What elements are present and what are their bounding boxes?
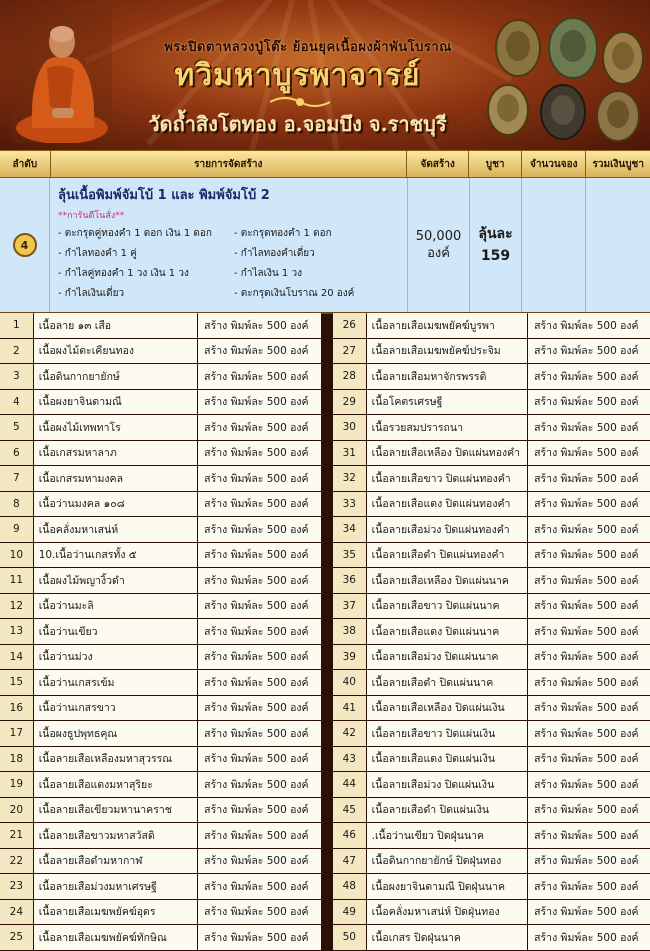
table-row [0,594,650,619]
item-spec: สร้าง พิมพ์ละ 500 องค์ [198,798,321,823]
featured-description [50,178,408,312]
featured-reserved[interactable] [522,178,586,312]
item-number: 40 [333,670,366,695]
header-price: บูชา [469,151,522,177]
item-number: 25 [0,925,33,950]
item-spec: สร้าง พิมพ์ละ 500 องค์ [198,466,321,491]
item-name: เนื้อลายเสือดำ ปิดแผ่นทองคำ [367,543,528,568]
table-row [0,874,650,899]
reward-item: - ตะกรุดเงินโบราณ 20 องค์ [234,288,355,299]
table-row [0,543,650,568]
item-number: 35 [333,543,366,568]
item-number: 2 [0,339,33,364]
item-name: เนื้อลายเสือดำ ปิดแผ่นนาค [367,670,528,695]
item-number: 17 [0,721,33,746]
item-number: 9 [0,517,33,542]
reward-item: - กำไลทองคำ 1 คู่ [58,248,137,259]
item-spec: สร้าง พิมพ์ละ 500 องค์ [198,364,321,389]
reward-item: - กำไลทองคำเดี่ยว [234,248,315,259]
amulet-icon [488,85,528,135]
table-row [0,313,650,338]
table-row [0,517,650,542]
item-spec: สร้าง พิมพ์ละ 500 องค์ [528,390,650,415]
item-spec: สร้าง พิมพ์ละ 500 องค์ [198,543,321,568]
header-reserved: จำนวนจอง [522,151,587,177]
featured-price-label: ลุ้นละ [478,226,513,242]
item-name: เนื้อลายเสือเหลือง ปิดแผ่นเงิน [367,696,528,721]
item-number: 37 [333,594,366,619]
item-spec: สร้าง พิมพ์ละ 500 องค์ [528,466,650,491]
item-spec: สร้าง พิมพ์ละ 500 องค์ [198,874,321,899]
column-gap [322,772,332,797]
featured-table [0,150,650,314]
item-number: 15 [0,670,33,695]
reward-list [58,226,399,301]
column-gap [322,823,332,848]
item-name: เนื้อลายเสือแดง ปิดแผ่นนาค [367,619,528,644]
column-gap [322,568,332,593]
header-banner [0,0,650,150]
item-spec: สร้าง พิมพ์ละ 500 องค์ [528,874,650,899]
item-number: 39 [333,645,366,670]
header-title: ทวิมหาบูรพาจารย์ [174,58,421,93]
item-name: เนื้อว่านมะลิ [34,594,197,619]
item-number: 24 [0,900,33,925]
table-row [0,772,650,797]
item-number: 22 [0,849,33,874]
table-row [0,900,650,925]
item-number: 20 [0,798,33,823]
column-gap [322,747,332,772]
featured-title: ลุ้นเนื้อพิมพ์จัมโบ้ 1 และ พิมพ์จัมโบ้ 2 [58,188,270,203]
amulet-icon [496,20,540,76]
item-spec: สร้าง พิมพ์ละ 500 องค์ [528,339,650,364]
featured-quantity-cell [408,178,470,312]
item-spec: สร้าง พิมพ์ละ 500 องค์ [198,441,321,466]
item-name: เนื้อคลั่งมหาเสน่ห์ [34,517,197,542]
item-number: 43 [333,747,366,772]
column-gap [322,670,332,695]
item-number: 13 [0,619,33,644]
item-name: เนื้อผงไม้พญางิ้วดำ [34,568,197,593]
column-gap [322,441,332,466]
item-number: 46 [333,823,366,848]
item-spec: สร้าง พิมพ์ละ 500 องค์ [528,594,650,619]
header-quantity: จัดสร้าง [407,151,470,177]
item-name: เนื้อผงยาจินดามณี [34,390,197,415]
header-items: รายการจัดสร้าง [51,151,407,177]
item-number: 27 [333,339,366,364]
item-name: เนื้อผงยาจินดามณี ปิดฝุ่นนาค [367,874,528,899]
item-name: เนื้อลายเสือเมฆพยัคฆ์ทักษิณ [34,925,197,950]
item-number: 21 [0,823,33,848]
featured-quantity-unit: องค์ [427,246,450,261]
amulet-images [478,10,648,145]
reward-item: - ตะกรุดทองคำ 1 ดอก [234,228,332,239]
column-gap [322,900,332,925]
item-spec: สร้าง พิมพ์ละ 500 องค์ [198,849,321,874]
item-number: 16 [0,696,33,721]
column-gap [322,339,332,364]
table-row [0,364,650,389]
reward-item: - กำไลเงินเดี่ยว [58,288,125,299]
item-name: เนื้อเกสรมหามงคล [34,466,197,491]
column-gap [322,390,332,415]
item-number: 5 [0,415,33,440]
item-spec: สร้าง พิมพ์ละ 500 องค์ [198,670,321,695]
item-spec: สร้าง พิมพ์ละ 500 องค์ [528,900,650,925]
featured-quantity: 50,000 [415,229,462,244]
item-name: เนื้อลายเสือเหลือง ปิดแผ่นทองคำ [367,441,528,466]
item-spec: สร้าง พิมพ์ละ 500 องค์ [198,721,321,746]
amulet-icon [541,85,585,139]
table-row [0,721,650,746]
reward-item: - กำไลคู่ทองคำ 1 วง เงิน 1 วง [58,268,189,279]
item-spec: สร้าง พิมพ์ละ 500 องค์ [198,517,321,542]
item-spec: สร้าง พิมพ์ละ 500 องค์ [528,696,650,721]
featured-number-badge: 4 [13,233,37,257]
item-spec: สร้าง พิมพ์ละ 500 องค์ [528,772,650,797]
featured-note: **การันตีโนสั่ง** [58,211,125,221]
header-total: รวมเงินบูชา [592,158,644,170]
item-spec: สร้าง พิมพ์ละ 500 องค์ [198,339,321,364]
item-number: 23 [0,874,33,899]
column-gap [322,645,332,670]
item-number: 34 [333,517,366,542]
item-name: เนื้อดินกากยายักษ์ ปิดฝุ่นทอง [367,849,528,874]
item-name: เนื้อลายเสือดำมหากาฬ [34,849,197,874]
item-number: 26 [333,313,366,338]
item-name: เนื้อว่านเกสรเข้ม [34,670,197,695]
item-name: เนื้อลายเสือเหลือง ปิดแผ่นนาค [367,568,528,593]
item-number: 4 [0,390,33,415]
item-spec: สร้าง พิมพ์ละ 500 องค์ [198,900,321,925]
item-number: 1 [0,313,33,338]
item-number: 49 [333,900,366,925]
item-number: 48 [333,874,366,899]
item-spec: สร้าง พิมพ์ละ 500 องค์ [528,364,650,389]
table-row [0,696,650,721]
featured-number-cell [0,178,50,312]
item-name: เนื้อลายเสือเมฆพยัคฆ์อุดร [34,900,197,925]
item-spec: สร้าง พิมพ์ละ 500 องค์ [528,721,650,746]
column-gap [322,925,332,950]
item-name: เนื้อลายเสือเมฆพยัคฆ์ประจิม [367,339,528,364]
table-header [0,150,650,178]
item-spec: สร้าง พิมพ์ละ 500 องค์ [528,747,650,772]
item-name: เนื้อลายเสือเหลืองมหาสุวรรณ [34,747,197,772]
column-gap [322,619,332,644]
item-spec: สร้าง พิมพ์ละ 500 องค์ [198,645,321,670]
item-spec: สร้าง พิมพ์ละ 500 องค์ [198,415,321,440]
item-number: 47 [333,849,366,874]
reward-item: - กำไลเงิน 1 วง [234,268,302,279]
item-name: เนื้อลายเสือแดง ปิดแผ่นเงิน [367,747,528,772]
item-number: 31 [333,441,366,466]
item-spec: สร้าง พิมพ์ละ 500 องค์ [528,645,650,670]
item-spec: สร้าง พิมพ์ละ 500 องค์ [528,415,650,440]
item-name: เนื้อลายเสือม่วง ปิดแผ่นทองคำ [367,517,528,542]
item-name: เนื้อลายเสือเมฆพยัคฆ์บูรพา [367,313,528,338]
column-gap [322,874,332,899]
item-name: เนื้อลายเสือแดงมหาสุริยะ [34,772,197,797]
item-spec: สร้าง พิมพ์ละ 500 องค์ [528,925,650,950]
item-number: 19 [0,772,33,797]
item-number: 6 [0,441,33,466]
item-number: 38 [333,619,366,644]
item-number: 30 [333,415,366,440]
item-name: เนื้อลายเสือเขียวมหานาคราช [34,798,197,823]
item-name: .เนื้อว่านเขียว ปิดฝุ่นนาค [367,823,528,848]
item-spec: สร้าง พิมพ์ละ 500 องค์ [198,492,321,517]
reward-item: - ตะกรุดคู่ทองคำ 1 ดอก เงิน 1 ดอก [58,228,212,239]
item-name: เนื้อคลั่งมหาเสน่ห์ ปิดฝุ่นทอง [367,900,528,925]
item-name: เนื้อลาย ๑๓ เสือ [34,313,197,338]
item-number: 3 [0,364,33,389]
table-row [0,339,650,364]
item-spec: สร้าง พิมพ์ละ 500 องค์ [198,390,321,415]
item-name: เนื้อว่านเขียว [34,619,197,644]
item-name: เนื้อดินกากยายักษ์ [34,364,197,389]
item-name: เนื้อโคตรเศรษฐี [367,390,528,415]
temple-name: วัดถ้ำสิงโตทอง อ.จอมบึง จ.ราชบุรี [148,112,447,136]
item-spec: สร้าง พิมพ์ละ 500 องค์ [528,670,650,695]
item-number: 29 [333,390,366,415]
item-name: เนื้อลายเสือขาวมหาสวัสดิ [34,823,197,848]
item-number: 32 [333,466,366,491]
item-number: 28 [333,364,366,389]
item-spec: สร้าง พิมพ์ละ 500 องค์ [198,594,321,619]
monk-photo [12,8,112,143]
item-name: เนื้อรวยสมปรารถนา [367,415,528,440]
column-gap [322,721,332,746]
featured-total[interactable] [586,178,650,312]
item-spec: สร้าง พิมพ์ละ 500 องค์ [198,568,321,593]
item-number: 33 [333,492,366,517]
item-spec: สร้าง พิมพ์ละ 500 องค์ [198,619,321,644]
item-name: เนื้อลายเสือขาว ปิดแผ่นทองคำ [367,466,528,491]
column-gap [322,543,332,568]
item-spec: สร้าง พิมพ์ละ 500 องค์ [528,798,650,823]
item-name: เนื้อลายเสือขาว ปิดแผ่นเงิน [367,721,528,746]
item-spec: สร้าง พิมพ์ละ 500 องค์ [528,543,650,568]
table-row [0,823,650,848]
item-number: 50 [333,925,366,950]
item-spec: สร้าง พิมพ์ละ 500 องค์ [528,517,650,542]
amulet-icon [549,18,597,78]
item-name: เนื้อว่านมงคล ๑๐๘ [34,492,197,517]
header-subtitle: พระปิดตาหลวงปู่โต๊ะ ย้อนยุคเนื้อผงผ้าพันโบราณ [164,40,452,55]
item-spec: สร้าง พิมพ์ละ 500 องค์ [528,849,650,874]
item-name: เนื้อลายเสือม่วง ปิดแผ่นเงิน [367,772,528,797]
item-spec: สร้าง พิมพ์ละ 500 องค์ [198,696,321,721]
item-spec: สร้าง พิมพ์ละ 500 องค์ [528,619,650,644]
item-number: 45 [333,798,366,823]
table-row [0,747,650,772]
table-row [0,492,650,517]
item-name: เนื้อผงธูปพุทธคุณ [34,721,197,746]
featured-price-cell [470,178,522,312]
item-number: 42 [333,721,366,746]
item-name: เนื้อว่านม่วง [34,645,197,670]
item-name: เนื้อลายเสือแดง ปิดแผ่นทองคำ [367,492,528,517]
item-number: 8 [0,492,33,517]
item-number: 36 [333,568,366,593]
column-gap [322,415,332,440]
table-row [0,441,650,466]
item-name: เนื้อเกสรมหาลาภ [34,441,197,466]
table-row [0,415,650,440]
item-spec: สร้าง พิมพ์ละ 500 องค์ [528,313,650,338]
item-number: 10 [0,543,33,568]
header-order: ลำดับ [0,151,51,177]
column-gap [322,466,332,491]
item-name: เนื้อลายเสือม่วง ปิดแผ่นนาค [367,645,528,670]
item-spec: สร้าง พิมพ์ละ 500 องค์ [198,747,321,772]
amulet-icon [603,32,643,84]
item-number: 12 [0,594,33,619]
table-row [0,619,650,644]
table-row [0,568,650,593]
column-gap [322,492,332,517]
table-row [0,849,650,874]
item-name: เนื้อเกสร ปิดฝุ่นนาค [367,925,528,950]
item-name: 10.เนื้อว่านเกสรทั้ง ๕ [34,543,197,568]
table-row [0,925,650,950]
item-number: 7 [0,466,33,491]
column-gap [322,849,332,874]
item-spec: สร้าง พิมพ์ละ 500 องค์ [528,568,650,593]
item-number: 11 [0,568,33,593]
item-spec: สร้าง พิมพ์ละ 500 องค์ [198,313,321,338]
item-spec: สร้าง พิมพ์ละ 500 องค์ [198,772,321,797]
column-gap [322,696,332,721]
amulet-icon [597,91,639,141]
item-name: เนื้อผงไม้เทพทาโร [34,415,197,440]
column-gap [322,798,332,823]
table-row [0,798,650,823]
column-gap [322,517,332,542]
column-gap [322,594,332,619]
item-spec: สร้าง พิมพ์ละ 500 องค์ [528,823,650,848]
item-name: เนื้อลายเสือดำ ปิดแผ่นเงิน [367,798,528,823]
table-row [0,645,650,670]
item-name: เนื้อลายเสือขาว ปิดแผ่นนาค [367,594,528,619]
column-gap [322,364,332,389]
column-gap [322,313,332,338]
item-number: 44 [333,772,366,797]
item-spec: สร้าง พิมพ์ละ 500 องค์ [528,492,650,517]
table-row [0,466,650,491]
item-list [0,313,650,951]
item-name: เนื้อผงไม้ตะเคียนทอง [34,339,197,364]
table-row [0,670,650,695]
item-spec: สร้าง พิมพ์ละ 500 องค์ [198,823,321,848]
table-row [0,390,650,415]
item-spec: สร้าง พิมพ์ละ 500 องค์ [198,925,321,950]
featured-price: 159 [480,248,511,264]
item-number: 14 [0,645,33,670]
featured-row [0,178,650,314]
item-number: 18 [0,747,33,772]
item-name: เนื้อว่านเกสรขาว [34,696,197,721]
item-name: เนื้อลายเสือม่วงมหาเศรษฐี [34,874,197,899]
item-spec: สร้าง พิมพ์ละ 500 องค์ [528,441,650,466]
item-number: 41 [333,696,366,721]
item-name: เนื้อลายเสือมหาจักรพรรดิ [367,364,528,389]
